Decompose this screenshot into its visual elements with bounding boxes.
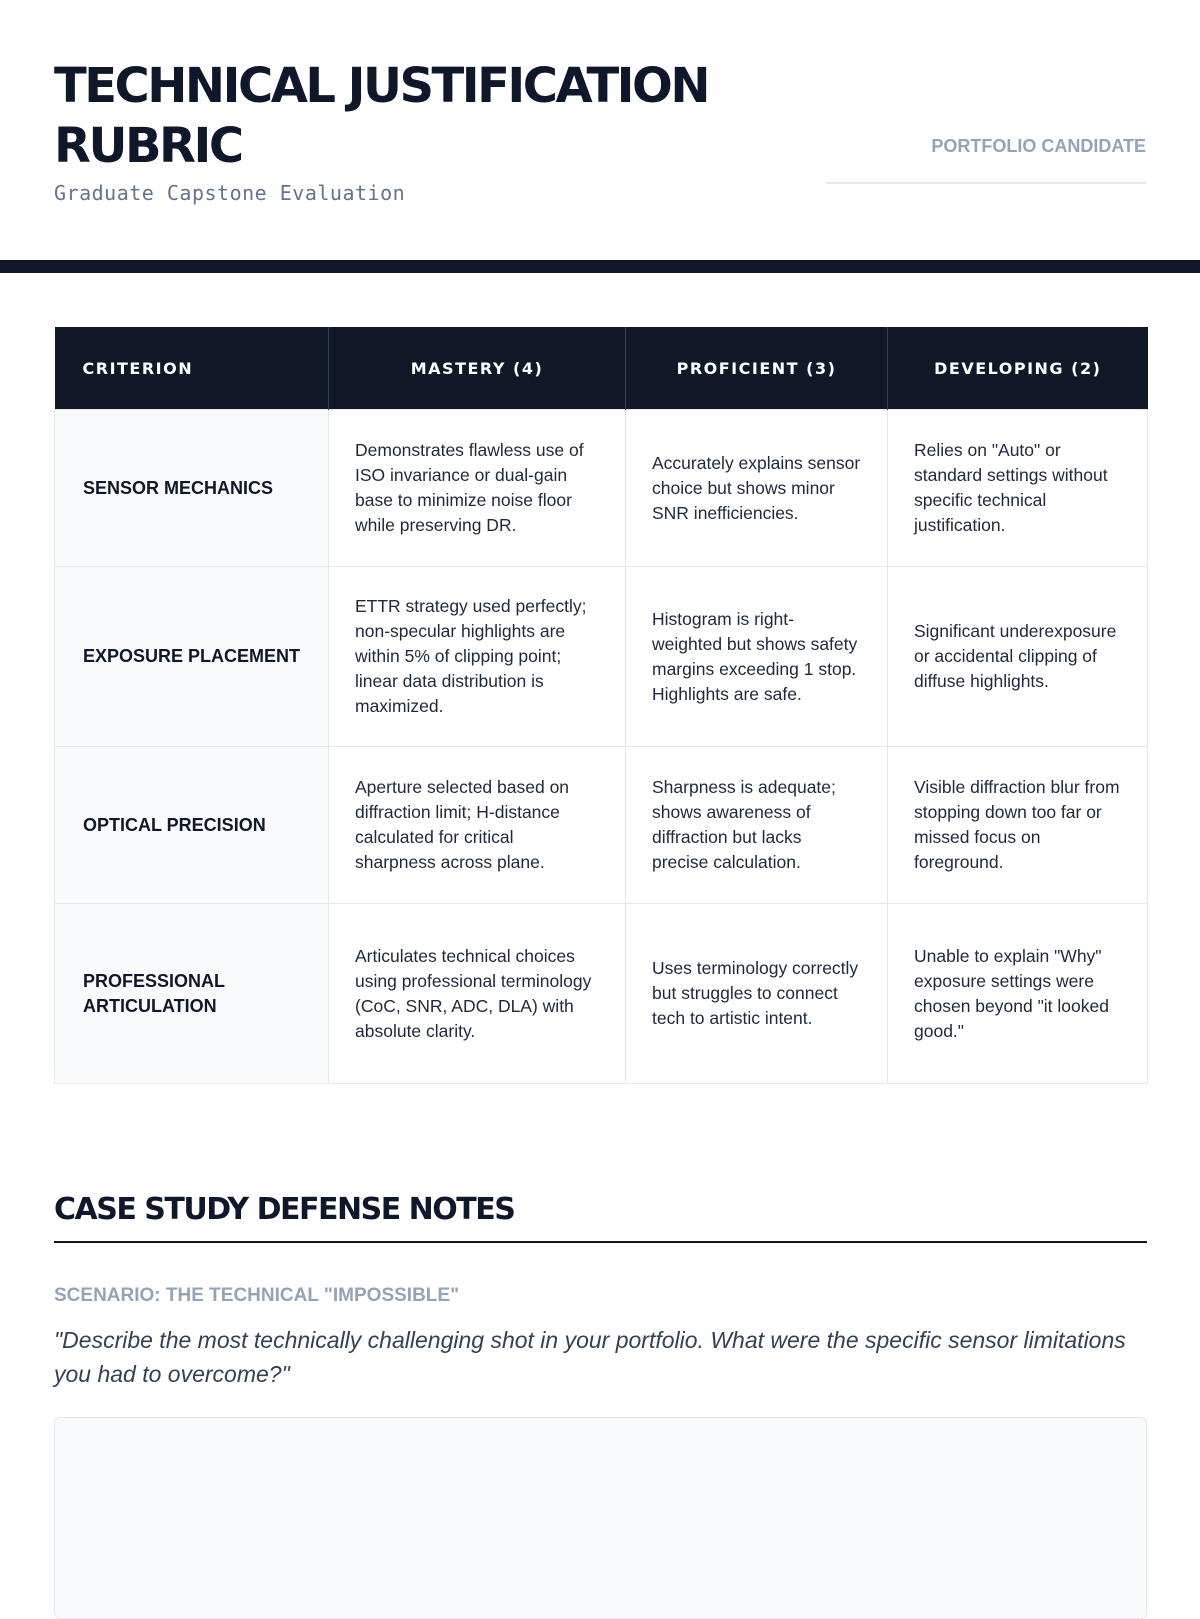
section-divider — [54, 1241, 1147, 1243]
mastery-cell: Aperture selected based on diffraction limit; H-distance calculated for critical sharpness across plane. — [329, 747, 626, 904]
proficient-cell: Histogram is right-weighted but shows safety margins exceeding 1 stop. Highlights are safe. — [626, 567, 888, 747]
candidate-block — [826, 136, 1146, 157]
developing-cell: Visible diffraction blur from stopping down too far or missed focus on foreground. — [888, 747, 1148, 904]
developing-cell: Unable to explain "Why" exposure settings were chosen beyond "it looked good." — [888, 904, 1148, 1084]
section-title: CASE STUDY DEFENSE NOTES — [54, 1192, 515, 1227]
criterion-cell: PROFESSIONAL ARTICULATION — [55, 904, 329, 1084]
table-row — [55, 904, 1148, 1084]
mastery-cell: Demonstrates flawless use of ISO invariance or dual-gain base to minimize noise floor while preserving DR. — [329, 410, 626, 567]
defense-prompt: "Describe the most technically challenging shot in your portfolio. What were the specific sensor limitations you had to overcome?" — [54, 1327, 1126, 1387]
column-header-mastery: MASTERY (4) — [329, 327, 626, 410]
table-row — [55, 747, 1148, 904]
mastery-cell: ETTR strategy used perfectly; non-specular highlights are within 5% of clipping point; linear data distribution is maximized. — [329, 567, 626, 747]
criterion-cell: SENSOR MECHANICS — [55, 410, 329, 567]
table-row — [55, 410, 1148, 567]
answer-box[interactable] — [54, 1417, 1147, 1619]
column-header-criterion: CRITERION — [55, 327, 329, 410]
candidate-name-field[interactable] — [826, 182, 1146, 184]
column-header-proficient: PROFICIENT (3) — [626, 327, 888, 410]
criterion-cell: OPTICAL PRECISION — [55, 747, 329, 904]
proficient-cell: Accurately explains sensor choice but shows minor SNR inefficiencies. — [626, 410, 888, 567]
scenario-label: SCENARIO: THE TECHNICAL "IMPOSSIBLE" — [54, 1285, 460, 1306]
candidate-label: PORTFOLIO CANDIDATE — [931, 136, 1146, 156]
header-divider-bar — [0, 260, 1200, 273]
page-subtitle: Graduate Capstone Evaluation — [54, 181, 406, 205]
column-header-developing: DEVELOPING (2) — [888, 327, 1148, 410]
table-row — [55, 567, 1148, 747]
page-header — [54, 56, 1146, 216]
rubric-header-row — [55, 327, 1148, 410]
proficient-cell: Uses terminology correctly but struggles to connect tech to artistic intent. — [626, 904, 888, 1084]
developing-cell: Relies on "Auto" or standard settings without specific technical justification. — [888, 410, 1148, 567]
developing-cell: Significant underexposure or accidental clipping of diffuse highlights. — [888, 567, 1148, 747]
criterion-cell: EXPOSURE PLACEMENT — [55, 567, 329, 747]
mastery-cell: Articulates technical choices using professional terminology (CoC, SNR, ADC, DLA) with absolute clarity. — [329, 904, 626, 1084]
proficient-cell: Sharpness is adequate; shows awareness of diffraction but lacks precise calculation. — [626, 747, 888, 904]
page-title: TECHNICAL JUSTIFICATION RUBRIC — [54, 58, 709, 174]
rubric-table — [54, 327, 1148, 1084]
